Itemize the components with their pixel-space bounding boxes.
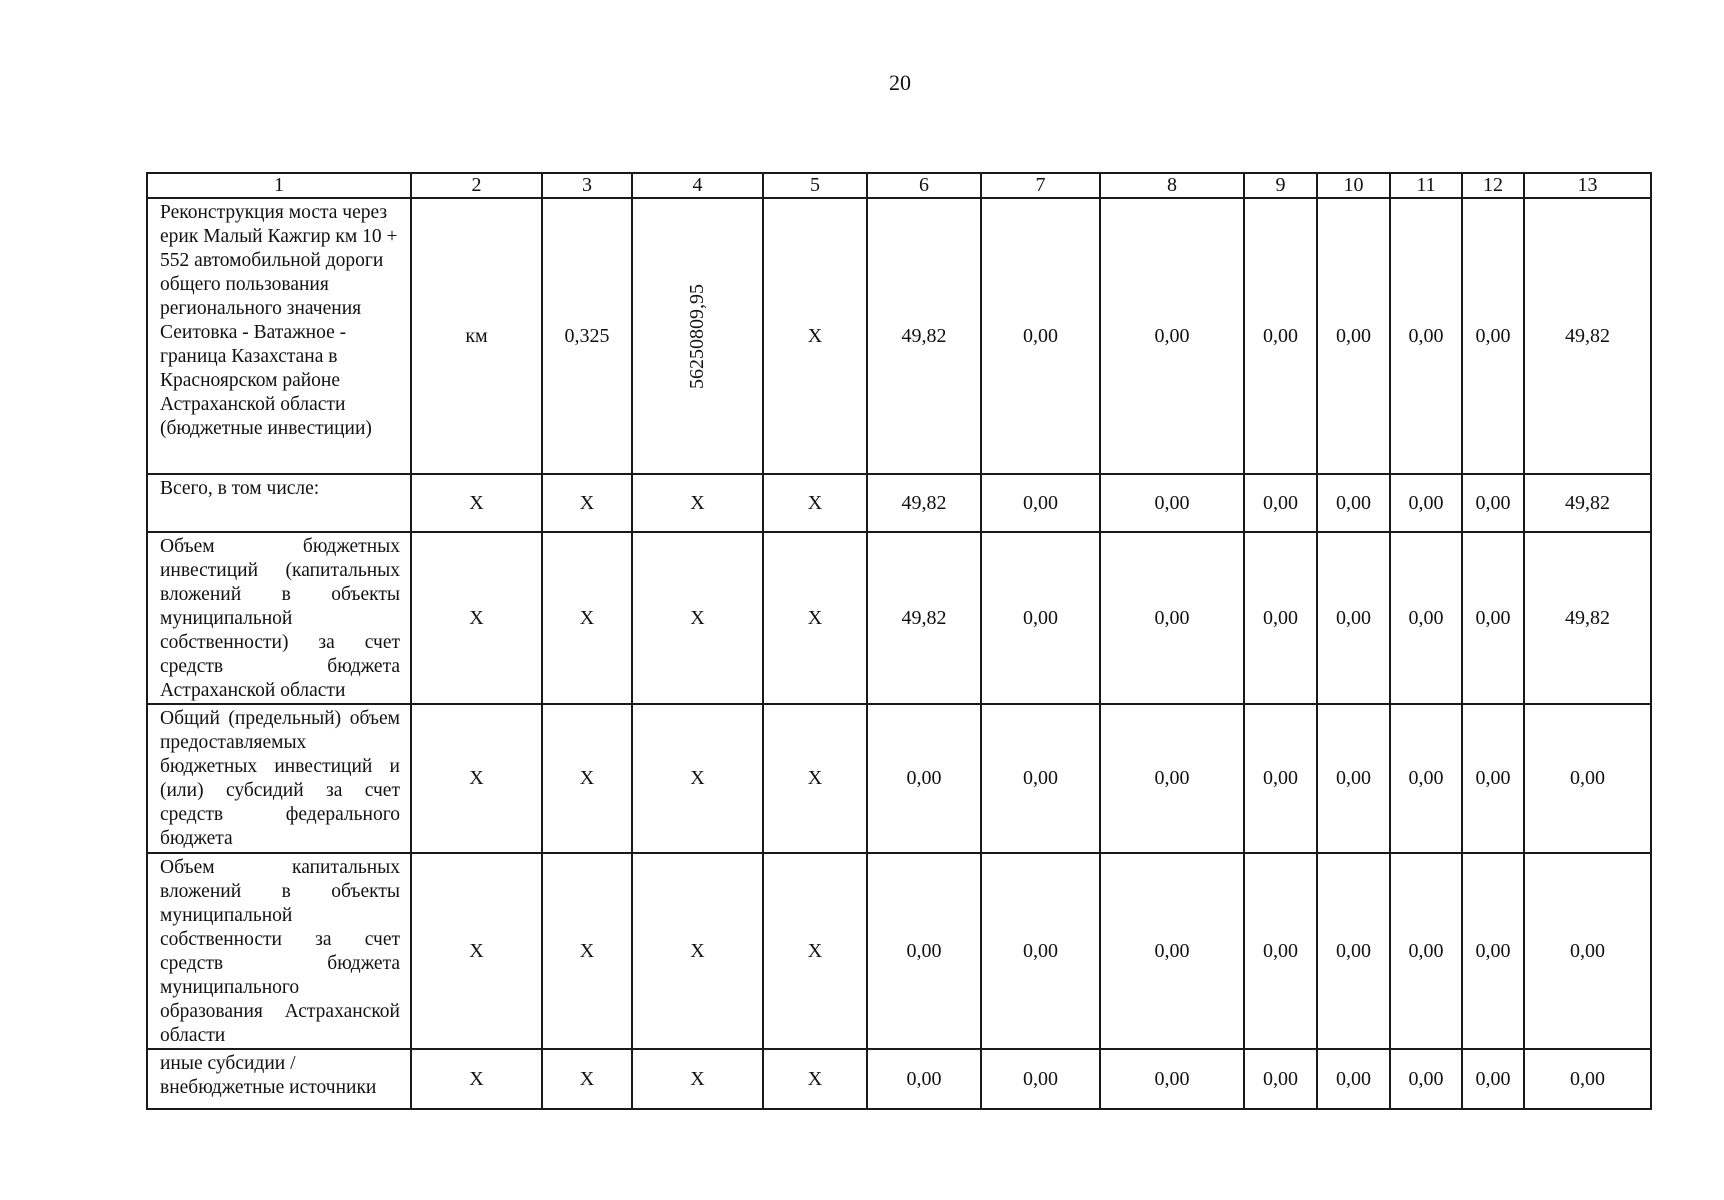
table-cell-vertical	[632, 198, 763, 474]
table-cell: 0,00	[981, 853, 1100, 1049]
table-cell: Х	[542, 474, 632, 532]
table-cell: 0,00	[1100, 1049, 1244, 1109]
table-cell: 0,00	[1524, 1049, 1651, 1109]
table-cell: Х	[632, 532, 763, 704]
table-cell: 0,00	[1390, 532, 1462, 704]
vertical-value: 56250809,95	[686, 283, 708, 389]
table-cell: 0,00	[1317, 1049, 1390, 1109]
table-cell: Х	[632, 853, 763, 1049]
column-header: 9	[1244, 173, 1317, 198]
table-cell: 0,00	[981, 1049, 1100, 1109]
table-cell: 0,00	[1462, 532, 1524, 704]
table-cell: 0,00	[867, 1049, 981, 1109]
table-cell: 0,00	[1317, 198, 1390, 474]
table-cell: км	[411, 198, 542, 474]
table-cell: Х	[763, 704, 867, 853]
table-cell: 0,00	[1317, 704, 1390, 853]
table-cell: 0,00	[981, 198, 1100, 474]
table-cell: Х	[411, 853, 542, 1049]
table-cell: Х	[763, 474, 867, 532]
table-cell: 0,00	[867, 704, 981, 853]
table-cell: 0,00	[981, 532, 1100, 704]
table-cell: 0,00	[1524, 704, 1651, 853]
column-header: 8	[1100, 173, 1244, 198]
column-header: 10	[1317, 173, 1390, 198]
table-cell: 49,82	[867, 198, 981, 474]
table-cell: 0,00	[1244, 1049, 1317, 1109]
table-cell: 49,82	[867, 474, 981, 532]
table-row	[147, 532, 1651, 704]
table-cell: 0,00	[1244, 198, 1317, 474]
table-cell: 0,00	[1244, 704, 1317, 853]
table-cell: 0,00	[1390, 474, 1462, 532]
table-cell: 0,00	[1100, 704, 1244, 853]
table-cell: 0,00	[1462, 474, 1524, 532]
column-header: 13	[1524, 173, 1651, 198]
table-cell: 0,00	[1100, 532, 1244, 704]
table-cell: 0,00	[1100, 853, 1244, 1049]
table-cell: 0,00	[1100, 198, 1244, 474]
table-cell: 0,00	[1317, 532, 1390, 704]
header-row	[147, 173, 1651, 198]
table-cell: 49,82	[867, 532, 981, 704]
table-cell: 0,00	[1524, 853, 1651, 1049]
table-cell: 0,00	[1390, 853, 1462, 1049]
column-header: 12	[1462, 173, 1524, 198]
column-header: 4	[632, 173, 763, 198]
table-cell: Х	[542, 532, 632, 704]
budget-table	[146, 172, 1652, 1110]
table-cell: 0,00	[1100, 474, 1244, 532]
table-cell: Х	[542, 1049, 632, 1109]
table-row	[147, 1049, 1651, 1109]
table-row	[147, 704, 1651, 853]
table-cell: 0,00	[1244, 532, 1317, 704]
row-label: Реконструкция моста через ерик Малый Кажгир км 10 + 552 автомобильной дороги общего пользования регионального значения Сеитовка - Ватажное - граница Казахстана в Красноярском районе Астраханской области (бюджетные инвестиции)	[147, 198, 411, 474]
table-cell: Х	[411, 704, 542, 853]
table-cell: 0,00	[1390, 198, 1462, 474]
table-cell: Х	[763, 1049, 867, 1109]
table-cell: Х	[542, 704, 632, 853]
table-cell: 49,82	[1524, 474, 1651, 532]
table-cell: 0,00	[981, 704, 1100, 853]
table-cell: 0,00	[1317, 853, 1390, 1049]
column-header: 7	[981, 173, 1100, 198]
table-cell: Х	[763, 198, 867, 474]
table-cell: 0,00	[1390, 1049, 1462, 1109]
table-cell: 0,00	[867, 853, 981, 1049]
table-cell: 0,325	[542, 198, 632, 474]
table-cell: 0,00	[1462, 198, 1524, 474]
column-header: 5	[763, 173, 867, 198]
table-header	[147, 173, 1651, 198]
table-cell: Х	[632, 704, 763, 853]
table-cell: Х	[411, 1049, 542, 1109]
column-header: 3	[542, 173, 632, 198]
table-cell: 49,82	[1524, 198, 1651, 474]
table-cell: 0,00	[1317, 474, 1390, 532]
table-cell: Х	[411, 474, 542, 532]
table-cell: 0,00	[1244, 853, 1317, 1049]
row-label: Объем капитальных вложений в объекты муниципальной собственности за счет средств бюджета муниципального образования Астраханской области	[147, 853, 411, 1049]
column-header: 6	[867, 173, 981, 198]
table-cell: Х	[763, 532, 867, 704]
table-cell: 0,00	[1462, 1049, 1524, 1109]
row-label: Объем бюджетных инвестиций (капитальных вложений в объекты муниципальной собственности) за счет средств бюджета Астраханской области	[147, 532, 411, 704]
table-cell: 0,00	[1244, 474, 1317, 532]
row-label: Всего, в том числе:	[147, 474, 411, 532]
column-header: 1	[147, 173, 411, 198]
table-cell: Х	[411, 532, 542, 704]
table-cell: Х	[632, 474, 763, 532]
table-cell: Х	[763, 853, 867, 1049]
table-cell: 49,82	[1524, 532, 1651, 704]
table-cell: 0,00	[1462, 853, 1524, 1049]
vertical-wrap	[633, 284, 762, 389]
table-row	[147, 474, 1651, 532]
column-header: 11	[1390, 173, 1462, 198]
table-cell: 0,00	[1390, 704, 1462, 853]
table-cell: 0,00	[981, 474, 1100, 532]
column-header: 2	[411, 173, 542, 198]
table-cell: Х	[632, 1049, 763, 1109]
page-number: 20	[889, 70, 911, 95]
table-cell: Х	[542, 853, 632, 1049]
table-row	[147, 198, 1651, 474]
row-label: Общий (предельный) объем предоставляемых бюджетных инвестиций и (или) субсидий за счет средств федерального бюджета	[147, 704, 411, 853]
table-row	[147, 853, 1651, 1049]
table-cell: 0,00	[1462, 704, 1524, 853]
row-label: иные субсидии / внебюджетные источники	[147, 1049, 411, 1109]
